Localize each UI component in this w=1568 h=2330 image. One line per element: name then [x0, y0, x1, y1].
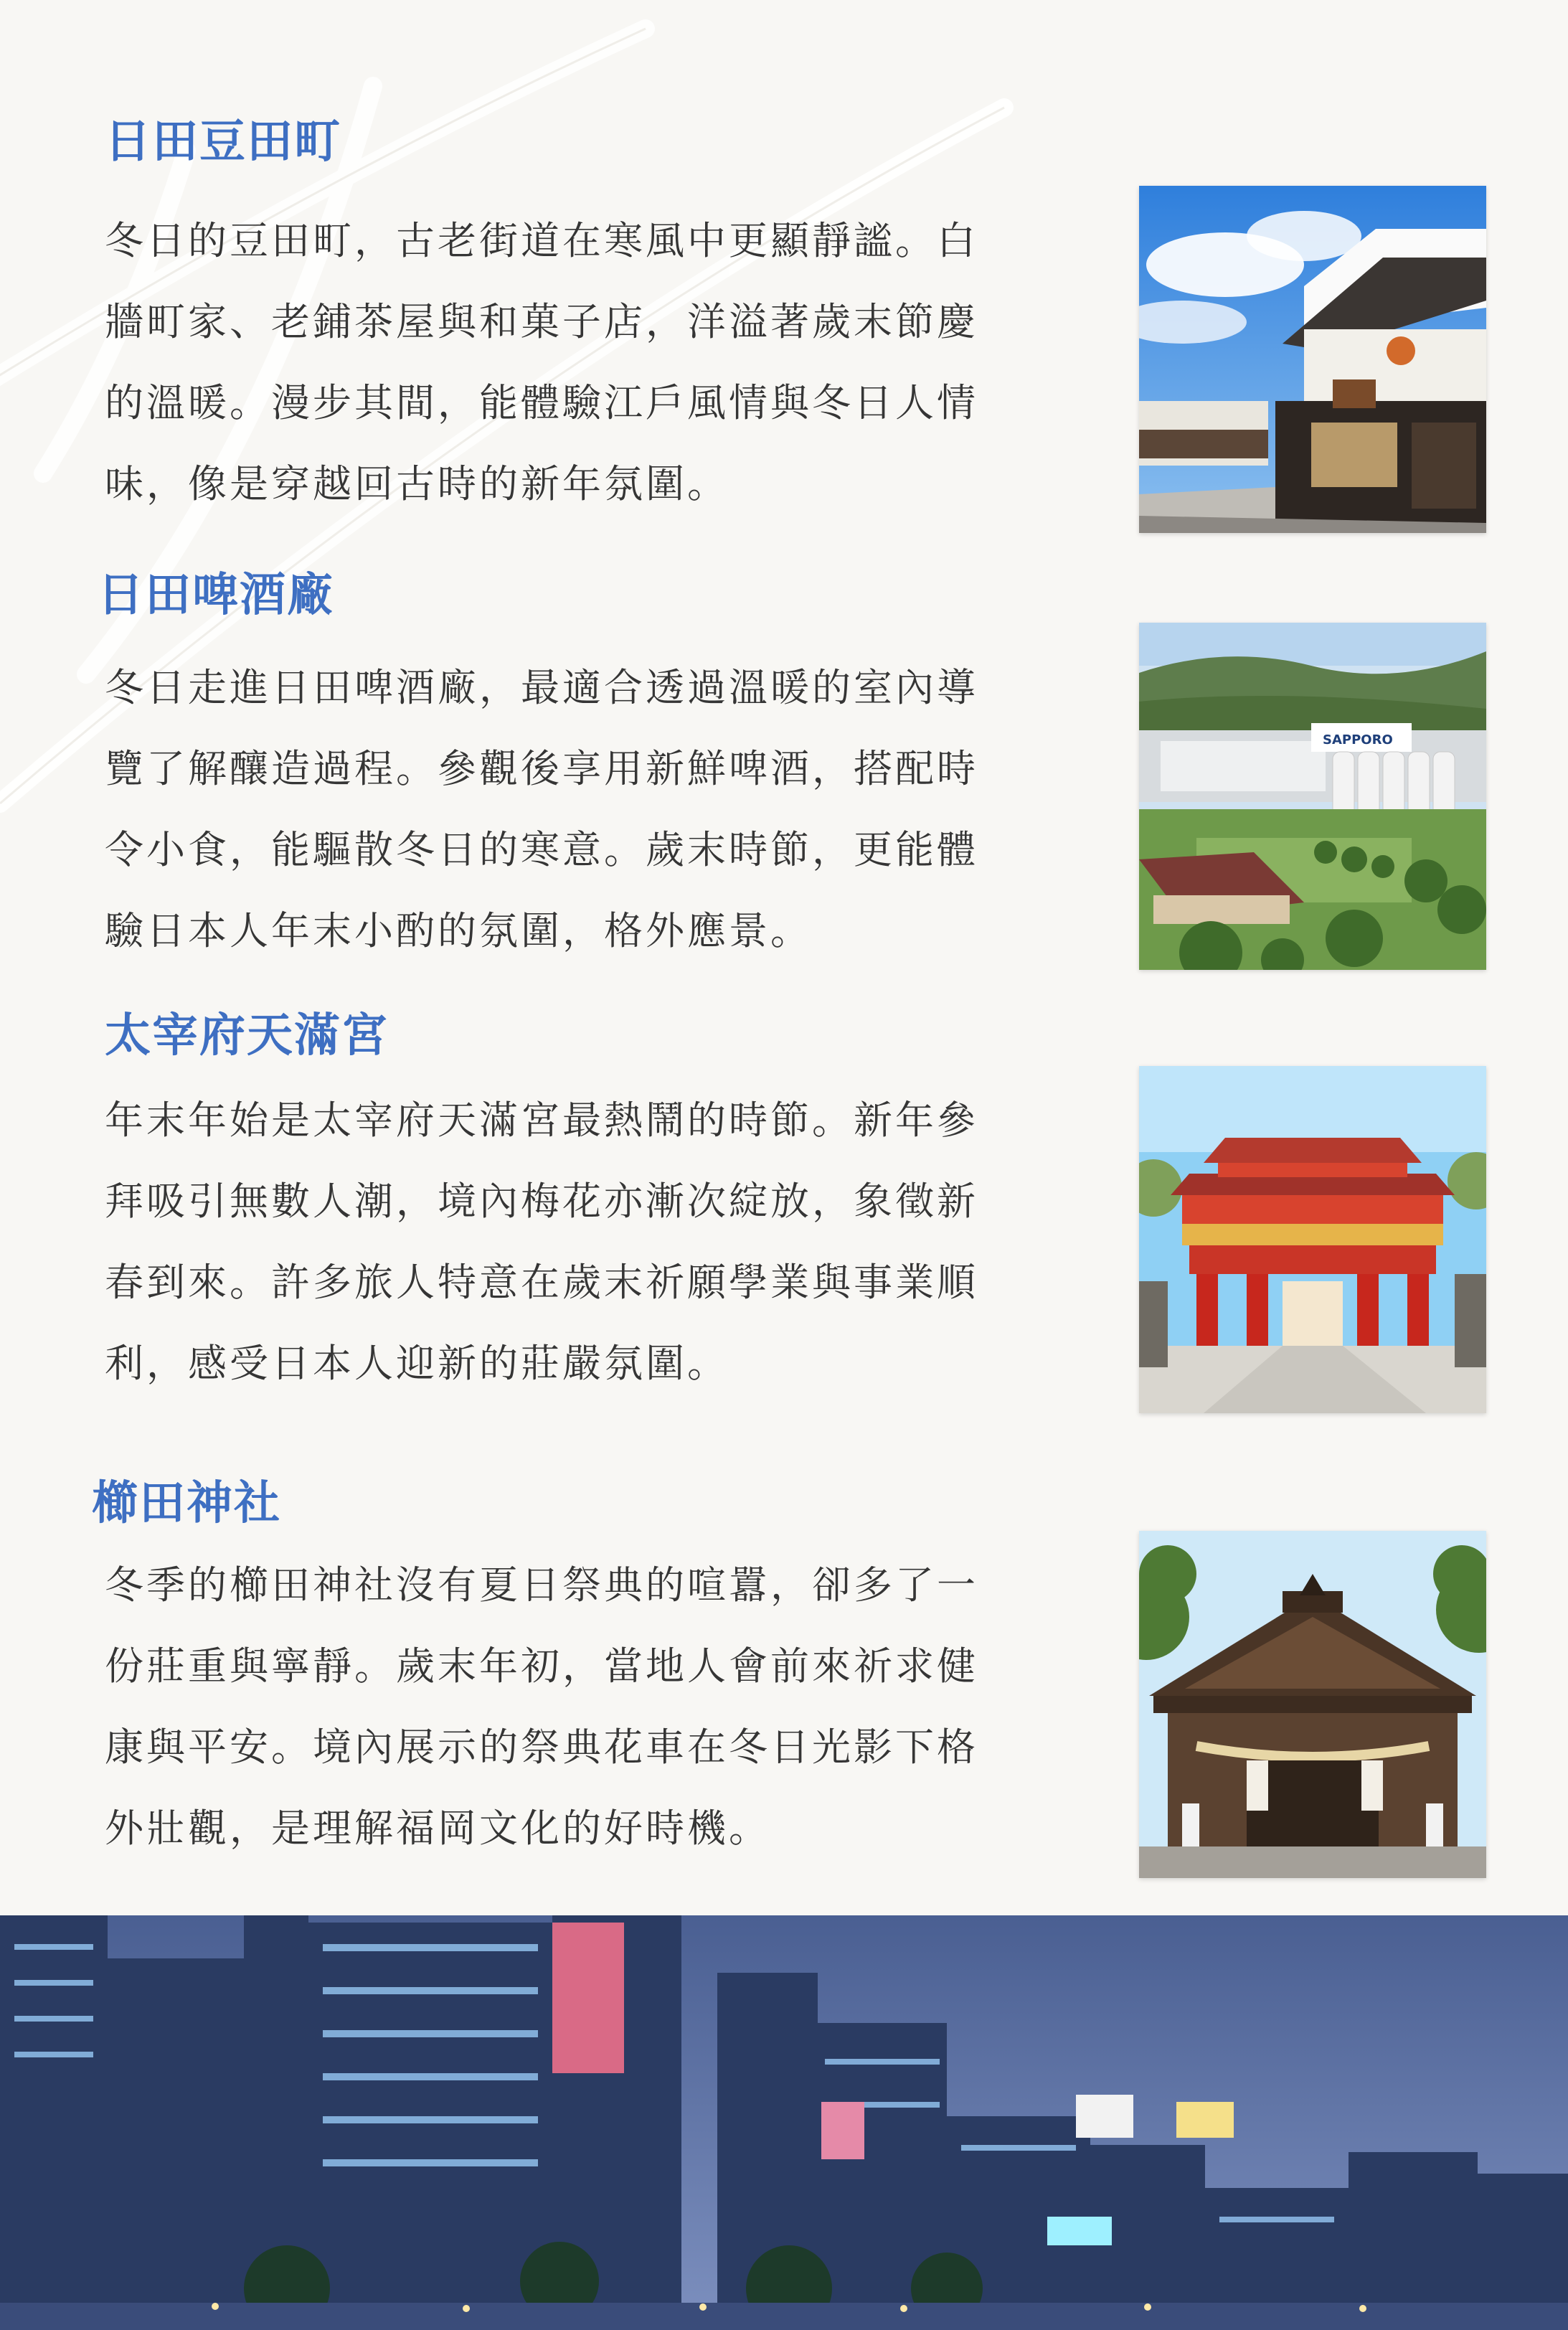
section-text-kushida-shrine: [105, 1544, 1059, 1869]
text-line: 冬季的櫛田神社沒有夏日祭典的喧囂，卻多了一: [105, 1562, 978, 1608]
photo-kushida-shrine: [1139, 1531, 1486, 1878]
text-line: 春到來。許多旅人特意在歲末祈願學業與事業順: [105, 1260, 978, 1305]
text-line: 冬日走進日田啤酒廠，最適合透過溫暖的室內導: [105, 665, 978, 710]
photo-mamedamachi-street: [1139, 186, 1486, 533]
section-text-dazaifu-tenmangu: [105, 1080, 1059, 1404]
text-line: 年末年始是太宰府天滿宮最熱鬧的時節。新年參: [105, 1098, 978, 1143]
text-line: 的溫暖。漫步其間，能體驗江戶風情與冬日人情: [105, 380, 978, 425]
text-line: 利，感受日本人迎新的莊嚴氛圍。: [105, 1341, 729, 1386]
section-text-mamedamachi: [105, 200, 1059, 524]
text-line: 康與平安。境內展示的祭典花車在冬日光影下格: [105, 1725, 978, 1770]
photo-dazaifu-gate: [1139, 1066, 1486, 1413]
city-night-skyline-image: [0, 1915, 1568, 2330]
text-line: 冬日的豆田町，古老街道在寒風中更顯靜謐。白: [105, 218, 978, 263]
sapporo-sign: SAPPORO: [1323, 732, 1393, 747]
photo-hita-brewery: [1139, 623, 1486, 970]
text-line: 驗日本人年末小酌的氛圍，格外應景。: [105, 908, 812, 953]
text-line: 拜吸引無數人潮，境內梅花亦漸次綻放，象徵新: [105, 1179, 978, 1224]
section-title-mamedamachi: 日田豆田町: [105, 115, 341, 169]
text-line: 外壯觀，是理解福岡文化的好時機。: [105, 1806, 770, 1851]
text-line: 令小食，能驅散冬日的寒意。歲末時節，更能體: [105, 827, 978, 872]
section-title-kushida-shrine: 櫛田神社: [92, 1477, 281, 1530]
section-title-dazaifu-tenmangu: 太宰府天滿宮: [105, 1009, 389, 1062]
section-title-hita-brewery: 日田啤酒廠: [98, 569, 334, 622]
text-line: 味，像是穿越回古時的新年氛圍。: [105, 461, 729, 506]
text-line: 牆町家、老鋪茶屋與和菓子店，洋溢著歲末節慶: [105, 299, 978, 344]
text-line: 覽了解釀造過程。參觀後享用新鮮啤酒，搭配時: [105, 746, 978, 791]
text-line: 份莊重與寧靜。歲末年初，當地人會前來祈求健: [105, 1643, 978, 1689]
section-text-hita-brewery: [105, 647, 1059, 971]
